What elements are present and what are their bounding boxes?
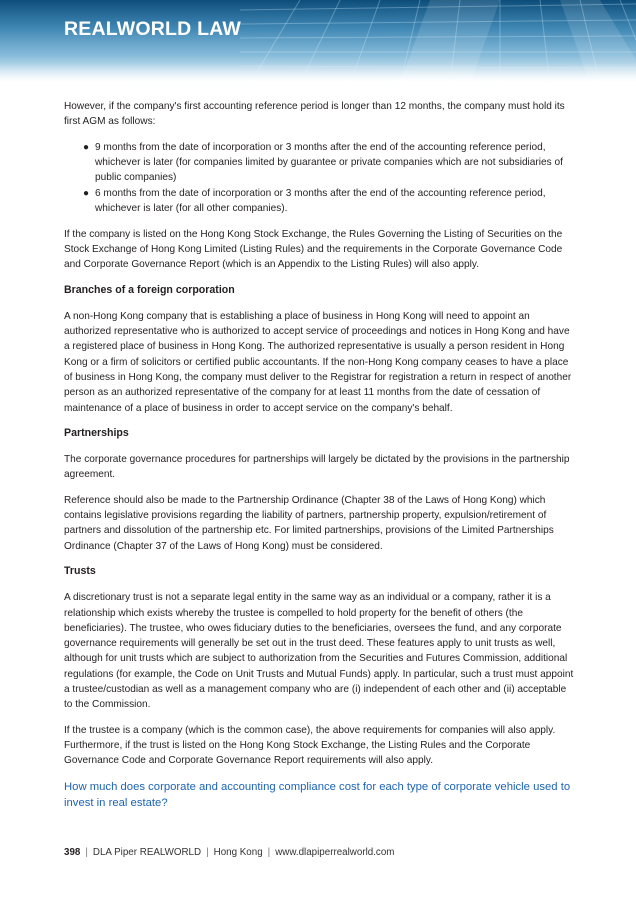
section-heading-partnerships: Partnerships xyxy=(64,427,129,440)
header-banner xyxy=(0,0,636,84)
listing-paragraph: If the company is listed on the Hong Kong Stock Exchange, the Rules Governing the Listing of Securities on the Stock Exchange of Hong Kong Limited (Listing Rules) and the requirements in the Corporate Governance Code and Corporate Governance Report (which is an Appendix to the Listing Rules) will also apply. xyxy=(64,228,563,271)
footer-separator: | xyxy=(85,847,88,858)
brand-title: REALWORLD LAW xyxy=(64,18,241,40)
partnerships-paragraph-1: The corporate governance procedures for partnerships will largely be dictated by the provisions in the partnership agreement. xyxy=(64,454,570,481)
bullet-icon: ● xyxy=(83,141,90,153)
page-body xyxy=(64,99,576,822)
agm-bullet-list xyxy=(64,140,576,216)
trusts-paragraph-1: A discretionary trust is not a separate legal entity in the same way as an individual or a company, rather it is a relationship which exists whereby the trustee is compelled to hold property for the benefit of others (the beneficiaries). The trustee, who owes fiduciary duties to the beneficiaries, oversees the fund, and any corporate governance requirements will generally be set out in the trust deed. These features apply to unit trusts as well, although for unit trusts which are subject to authorization from the Securities and Futures Commission, additional regulations (for example, the Code on Unit Trusts and Mutual Funds) apply. In particular, such a trust must appoint a trustee/custodian as well as a management company who are (i) independent of each other and (ii) acceptable to the Commission. xyxy=(64,592,574,711)
list-item: ● 6 months from the date of incorporation or 3 months after the end of the accounting reference period, whichever is later (for all other companies). xyxy=(83,187,546,214)
footer-separator: | xyxy=(206,847,209,858)
list-item: ● 9 months from the date of incorporation or 3 months after the end of the accounting reference period, whichever is later (for companies limited by guarantee or private companies which are not subsidiaries of public companies) xyxy=(83,141,563,184)
footer-separator: | xyxy=(267,847,271,858)
branches-paragraph: A non-Hong Kong company that is establishing a place of business in Hong Kong will need to appoint an authorized representative who is authorized to accept service of proceedings and notices in Hong Kong and have a registered place of business in Hong Kong. The authorized representative is usually a person resident in Hong Kong or a firm of solicitors or certified public accountants. If the non-Hong Kong company ceases to have a place of business in Hong Kong, the company must deliver to the Registrar for registration a return in respect of another person as an authorized representative of the company for at least 11 months from the date of cessation of maintenance of a place of business in order to accept service on the company's behalf. xyxy=(64,310,572,414)
intro-paragraph: However, if the company's first accounting reference period is longer than 12 months, the company must hold its first AGM as follows: xyxy=(64,101,565,128)
trusts-paragraph-2: If the trustee is a company (which is the common case), the above requirements for companies will also apply. Furthermore, if the trust is listed on the Hong Kong Stock Exchange, the Listing Rules and the Corporate Governance Code and Corporate Governance Report requirements will also apply. xyxy=(64,724,556,767)
bullet-icon: ● xyxy=(83,187,90,199)
footer-url-link[interactable]: www.dlapiperrealworld.com xyxy=(275,847,395,858)
partnerships-paragraph-2: Reference should also be made to the Partnership Ordinance (Chapter 38 of the Laws of Hong Kong) which contains legislative provisions regarding the liability of partners, partnership property, expulsion/retirement of partners and dissolution of the partnership etc. For limited partnerships, provisions of the Limited Partnerships Ordinance (Chapter 37 of the Laws of Hong Kong) must be considered. xyxy=(64,494,554,552)
section-heading-trusts: Trusts xyxy=(64,565,96,578)
page-footer xyxy=(64,847,394,858)
skyline-graphic xyxy=(0,0,636,84)
footer-publication: DLA Piper REALWORLD xyxy=(92,847,202,858)
question-heading: How much does corporate and accounting compliance cost for each type of corporate vehicle used to invest in real estate? xyxy=(64,780,571,810)
footer-region: Hong Kong xyxy=(213,847,263,858)
page-number: 398 xyxy=(64,847,81,858)
section-heading-branches: Branches of a foreign corporation xyxy=(64,283,235,296)
